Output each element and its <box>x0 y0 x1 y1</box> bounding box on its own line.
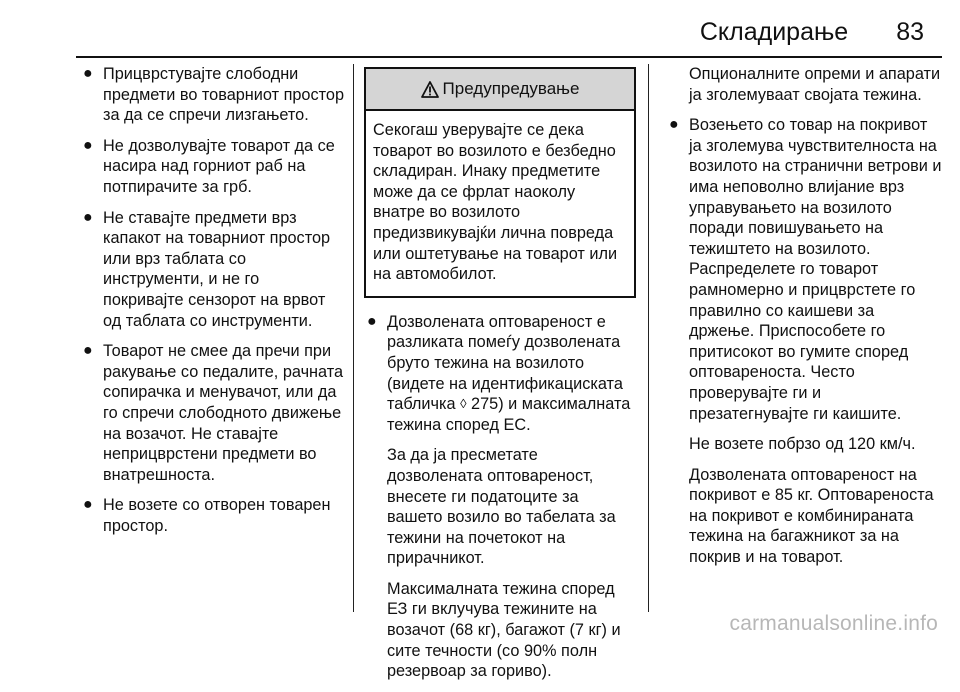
bullet-list <box>80 64 344 536</box>
bullet-icon: ● <box>83 136 93 154</box>
bullet-icon: ● <box>83 208 93 226</box>
header-rule <box>76 56 942 58</box>
list-item-text: Не возете со отворен товарен простор. <box>103 496 331 535</box>
list-item-text: Товарот не смее да пречи при ракување со педалите, рачната сопирачка и менувачот, или да го спречи слободното движење на возачот. Не ставајте неприцврстени предмети во внатрешноста. <box>103 342 344 484</box>
paragraph: Максималната тежина според ЕЗ ги вклучува тежините на возачот (68 кг), багажот (7 кг) и сите течности (со 90% полн резервоар за гориво). <box>387 579 621 681</box>
watermark: carmanualsonline.info <box>729 612 938 635</box>
list-item <box>80 208 344 332</box>
paragraph: Не возете побрзо од 120 км/ч. <box>689 435 916 454</box>
list-item <box>666 115 942 424</box>
bullet-icon: ● <box>83 342 93 360</box>
paragraph: За да ја пресметате дозволената оптовареност, внесете ги податоците за вашето возило во табелата за тежини на почетокот на прирачникот. <box>387 446 616 568</box>
column-divider-right <box>648 64 649 612</box>
bullet-list <box>666 115 942 424</box>
bullet-icon: ● <box>367 312 377 330</box>
bullet-icon: ● <box>83 496 93 514</box>
warning-triangle-icon <box>421 81 439 98</box>
bullet-list <box>364 312 636 436</box>
column-right <box>666 64 942 578</box>
list-item <box>80 64 344 126</box>
column-left <box>80 64 344 546</box>
warning-header <box>366 69 634 111</box>
bullet-icon: ● <box>83 65 93 82</box>
list-item-text: Не дозволувајте товарот да се насира над горниот раб на потпирачите за грб. <box>103 136 335 196</box>
list-item <box>80 495 344 536</box>
page-reference-arrow-icon: ◊ <box>460 396 467 412</box>
page-title: Складирање <box>699 18 849 46</box>
column-divider-left <box>353 64 354 612</box>
page-header <box>700 18 924 54</box>
bullet-icon: ● <box>669 116 679 134</box>
list-item <box>364 312 636 436</box>
warning-text: Секогаш уверувајте се дека товарот во возилото е безбедно складиран. Инаку предметите може да се фрлат наоколу внатре во возилото предизвикувајќи лична повреда или оштетување на товарот или на автомобилот. <box>373 121 618 284</box>
list-item-text: Возењето со товар на покривот ја зголемува чувствителноста на возилото на странични ветрови и има неповолно влијание врз управувањето на возилото поради повишувањето на тежиштето на возилото. Распределете го товарот рамномерно и прицврстете го правилно со каишеви за држење. Приспособете го притисокот во гумите според оптовареноста. Често проверувајте ги и презатегнувајте ги каишите. <box>689 116 942 423</box>
list-item-text: Не ставајте предмети врз капакот на товарниот простор или врз таблата со инструменти, и не го покривајте сензорот на врвот од таблата со инструменти. <box>103 208 331 330</box>
paragraph: Дозволената оптовареност на покривот е 85 кг. Оптовареноста на покривот е комбинираната тежина на багажникот за на покрив и на товарот. <box>689 465 934 567</box>
list-item-text-after-ref: 275) и максималната тежина според ЕС. <box>387 395 631 434</box>
paragraph-continuation: Опционалните опреми и апарати ја зголемуваат својата тежина. <box>689 65 941 104</box>
column-middle <box>364 64 636 692</box>
warning-title: Предупредување <box>442 78 580 98</box>
list-item-text: Прицврстувајте слободни предмети во товарниот простор за да се спречи лизгањето. <box>103 65 345 125</box>
list-item <box>80 341 344 485</box>
page-number: 83 <box>896 18 924 46</box>
list-item-text-before-ref: Дозволената оптовареност е разликата помеѓу дозволената бруто тежина на возилото (видете на идентификациската табличка <box>387 312 623 414</box>
list-item <box>80 136 344 198</box>
warning-box <box>364 67 636 298</box>
